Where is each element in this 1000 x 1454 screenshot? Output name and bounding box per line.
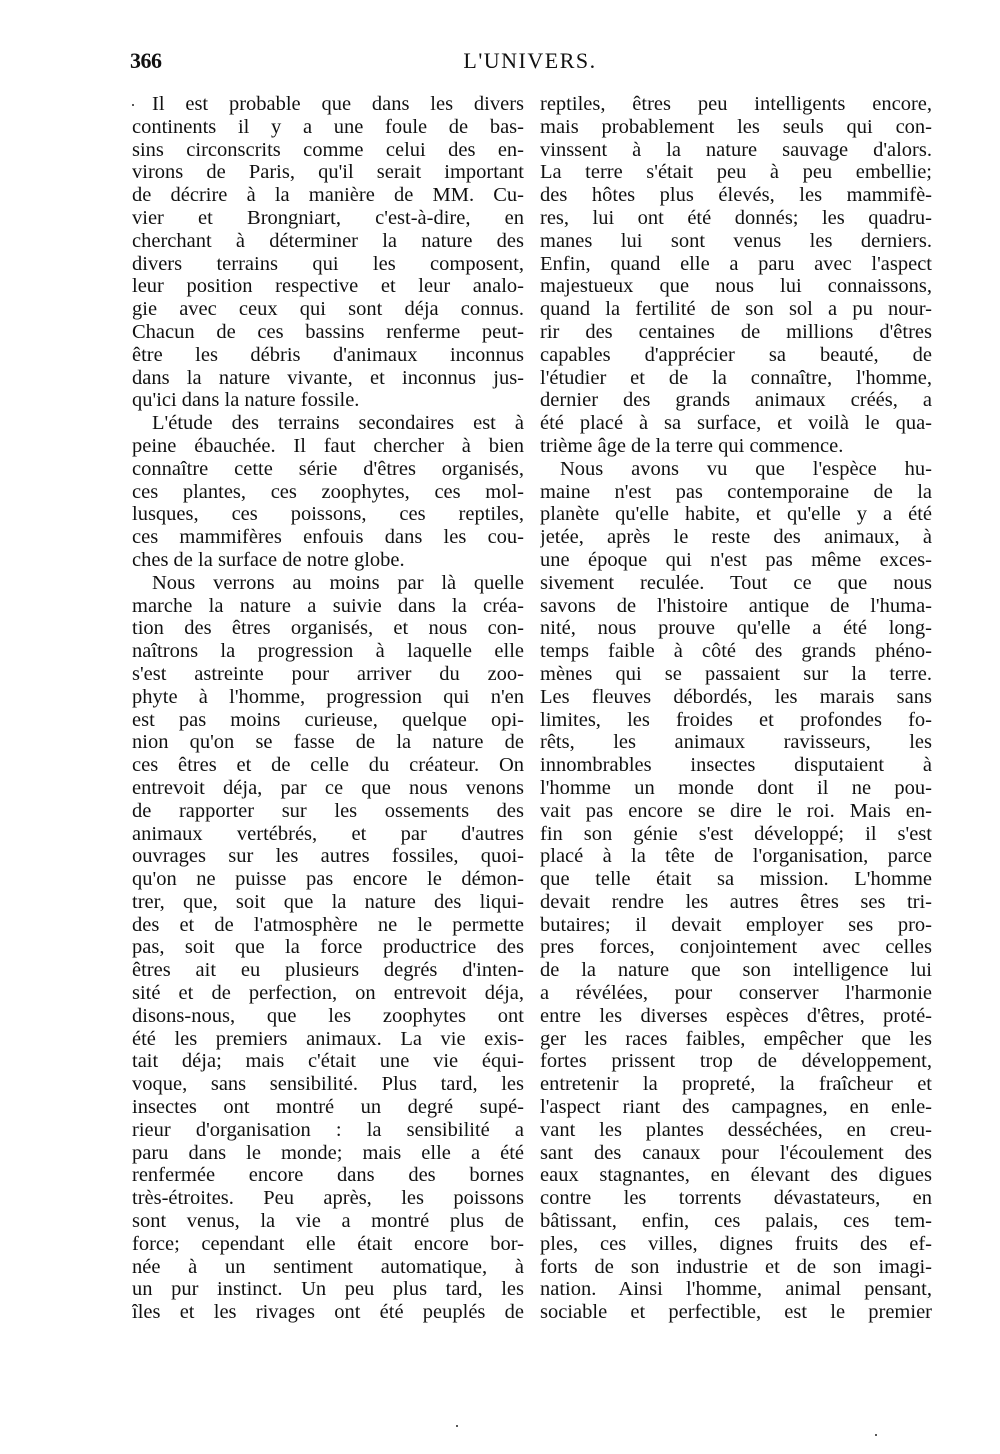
text-line: Enfin, quand elle a paru avec l'aspect	[540, 252, 932, 275]
text-line: entretenir la propreté, la fraîcheur et	[540, 1073, 932, 1096]
text-line: virons de Paris, qu'il serait important	[132, 161, 524, 184]
text-line: est pas moins curieuse, quelque opi-	[132, 708, 524, 731]
text-line: capables d'apprécier sa beauté, de	[540, 343, 932, 366]
text-line: vier et Brongniart, c'est-à-dire, en	[132, 206, 524, 229]
text-line: sociable et perfectible, est le premier	[540, 1301, 932, 1324]
text-line: des et de l'atmosphère ne le permette	[132, 913, 524, 936]
text-line: fin son génie s'est développé; il s'est	[540, 822, 932, 845]
text-line: naîtrons la progression à laquelle elle	[132, 640, 524, 663]
text-line: vait pas encore se dire le roi. Mais en-	[540, 799, 932, 822]
text-line: très-étroites. Peu après, les poissons	[132, 1187, 524, 1210]
text-line: jetée, après le reste des animaux, à	[540, 526, 932, 549]
text-line: placé à la tête de l'organisation, parce	[540, 845, 932, 868]
text-line: cherchant à déterminer la nature des	[132, 229, 524, 252]
text-line: manes lui sont venus les derniers.	[540, 229, 932, 252]
text-line: lusques, ces poissons, ces reptiles,	[132, 503, 524, 526]
text-line: dans la nature vivante, et inconnus jus-	[132, 366, 524, 389]
text-line: l'aspect riant des campagnes, en enle-	[540, 1096, 932, 1119]
text-line: Il est probable que dans les divers	[152, 93, 524, 115]
text-line: née à un sentiment automatique, à	[132, 1255, 524, 1278]
text-line: entre les diverses espèces d'êtres, proté-	[540, 1004, 932, 1027]
text-line: Les fleuves débordés, les marais sans	[540, 685, 932, 708]
text-line: forts de son industrie et de son imagi-	[540, 1255, 932, 1278]
text-line: nation. Ainsi l'homme, animal pensant,	[540, 1278, 932, 1301]
text-line: La terre s'était peu à peu embellie;	[540, 161, 932, 184]
text-line: majestueux que nous lui connaissons,	[540, 275, 932, 298]
text-line: paru dans le monde; mais elle a été	[132, 1141, 524, 1164]
text-line: été placé à sa surface, et voilà le qua-	[540, 412, 932, 435]
text-line: être les débris d'animaux inconnus	[132, 343, 524, 366]
text-line: ces mammifères enfouis dans les cou-	[132, 526, 524, 549]
text-line: connaître cette série d'êtres organisés,	[132, 457, 524, 480]
text-line: ces êtres et de celle du créateur. On	[132, 754, 524, 777]
text-line: ouvrages sur les autres fossiles, quoi-	[132, 845, 524, 868]
text-line: une époque qui n'est pas même exces-	[540, 548, 932, 571]
text-line: été les premiers animaux. La vie exis-	[132, 1027, 524, 1050]
right-column	[540, 93, 932, 1324]
running-title: L'UNIVERS.	[463, 48, 597, 73]
text-line: pas, soit que la force productrice des	[132, 936, 524, 959]
text-line: fortes prissent trop de développement,	[540, 1050, 932, 1073]
text-line: nité, nous prouve qu'elle a été long-	[540, 617, 932, 640]
text-line: sivement reculée. Tout ce que nous	[540, 571, 932, 594]
text-line: dernier des grands animaux créés, a	[540, 389, 932, 412]
text-line: sins circonscrits comme celui des en-	[132, 138, 524, 161]
print-speck	[875, 1434, 877, 1436]
text-line: L'étude des terrains secondaires est à	[152, 412, 524, 435]
text-line: de décrire à la manière de MM. Cu-	[132, 184, 524, 207]
text-line: force; cependant elle était encore bor-	[132, 1232, 524, 1255]
text-line: savons de l'histoire antique de l'huma-	[540, 594, 932, 617]
text-line: devait rendre les autres êtres ses tri-	[540, 890, 932, 913]
text-line: s'est astreinte pour arriver du zoo-	[132, 662, 524, 685]
text-line: qu'ici dans la nature fossile.	[132, 389, 360, 412]
text-line: bâtissant, enfin, ces palais, ces tem-	[540, 1210, 932, 1233]
text-line: peine ébauchée. Il faut chercher à bien	[132, 434, 524, 457]
print-speck	[456, 1425, 458, 1427]
text-line: maine n'est pas contemporaine de la	[540, 480, 932, 503]
text-line: que telle était sa mission. L'homme	[540, 868, 932, 891]
text-line: qu'on ne puisse pas encore le démon-	[132, 868, 524, 891]
text-line: leur position respective et leur analo-	[132, 275, 524, 298]
text-line: temps faible à côté des grands phéno-	[540, 640, 932, 663]
text-line: innombrables insectes disputaient à	[540, 754, 932, 777]
text-line: a révélées, pour conserver l'harmonie	[540, 982, 932, 1005]
text-line: sant des canaux pour l'écoulement des	[540, 1141, 932, 1164]
text-line: gie avec ceux qui sont déja connus.	[132, 298, 524, 321]
text-line: des hôtes plus élevés, les mammifè-	[540, 184, 932, 207]
text-line: ches de la surface de notre globe.	[132, 548, 405, 571]
text-line: nion qu'on se fasse de la nature de	[132, 731, 524, 754]
text-line: rieur d'organisation : la sensibilité a	[132, 1118, 524, 1141]
text-line: vant les plantes desséchées, en creu-	[540, 1118, 932, 1141]
text-line: quand la fertilité de son sol a pu nour-	[540, 298, 932, 321]
text-line: vinssent à la nature sauvage d'alors.	[540, 138, 932, 161]
text-line: butaires; il devait employer ses pro-	[540, 913, 932, 936]
text-line: mènes qui se passaient sur la terre.	[540, 662, 932, 685]
text-line: Nous avons vu que l'espèce hu-	[560, 457, 932, 480]
text-line: ger les races faibles, empêcher que les	[540, 1027, 932, 1050]
text-line: limites, les froides et profondes fo-	[540, 708, 932, 731]
text-line: un pur instinct. Un peu plus tard, les	[132, 1278, 524, 1301]
text-line: ces plantes, ces zoophytes, ces mol-	[132, 480, 524, 503]
text-line: sont venus, la vie a montré plus de	[132, 1210, 524, 1233]
text-line: trième âge de la terre qui commence.	[540, 434, 844, 457]
text-line: renfermée encore dans des bornes	[132, 1164, 524, 1187]
text-line: phyte à l'homme, progression qui n'en	[132, 685, 524, 708]
text-line: insectes ont montré un degré supé-	[132, 1096, 524, 1119]
text-line: trer, que, soit que la nature des liqui-	[132, 890, 524, 913]
text-line: de rapporter sur les ossements des	[132, 799, 524, 822]
text-line: marche la nature a suivie dans la créa-	[132, 594, 524, 617]
text-line: Nous verrons au moins par là quelle	[152, 571, 524, 594]
left-column	[132, 93, 524, 1324]
page-number: 366	[130, 48, 162, 73]
text-line: res, lui ont été donnés; les quadru-	[540, 206, 932, 229]
text-line: rir des centaines de millions d'êtres	[540, 320, 932, 343]
print-speck	[132, 104, 134, 106]
text-line: de la nature que son intelligence lui	[540, 959, 932, 982]
text-line: êtres ait eu plusieurs degrés d'inten-	[132, 959, 524, 982]
text-line: eaux stagnantes, en élevant des digues	[540, 1164, 932, 1187]
text-line: animaux vertébrés, et par d'autres	[132, 822, 524, 845]
text-line: continents il y a une foule de bas-	[132, 115, 524, 138]
text-line: entrevoit déja, par ce que nous venons	[132, 776, 524, 799]
text-line: ples, ces villes, dignes fruits des ef-	[540, 1232, 932, 1255]
text-line: voque, sans sensibilité. Plus tard, les	[132, 1073, 524, 1096]
text-line: sité et de perfection, on entrevoit déja,	[132, 982, 524, 1005]
text-line: divers terrains qui les composent,	[132, 252, 524, 275]
text-line: l'homme un monde dont il ne pou-	[540, 776, 932, 799]
text-line: rêts, les animaux ravisseurs, les	[540, 731, 932, 754]
text-line: disons-nous, que les zoophytes ont	[132, 1004, 524, 1027]
text-line: contre les torrents dévastateurs, en	[540, 1187, 932, 1210]
text-line: mais probablement les seuls qui con-	[540, 115, 932, 138]
text-line: Chacun de ces bassins renferme peut-	[132, 320, 524, 343]
text-line: reptiles, êtres peu intelligents encore,	[540, 93, 932, 115]
page-header	[130, 48, 930, 78]
text-line: pres forces, conjointement avec celles	[540, 936, 932, 959]
text-line: îles et les rivages ont été peuplés de	[132, 1301, 524, 1324]
text-line: planète qu'elle habite, et qu'elle y a été	[540, 503, 932, 526]
text-line: tion des êtres organisés, et nous con-	[132, 617, 524, 640]
text-line: l'étudier et de la connaître, l'homme,	[540, 366, 932, 389]
text-line: tait déja; mais c'était une vie équi-	[132, 1050, 524, 1073]
